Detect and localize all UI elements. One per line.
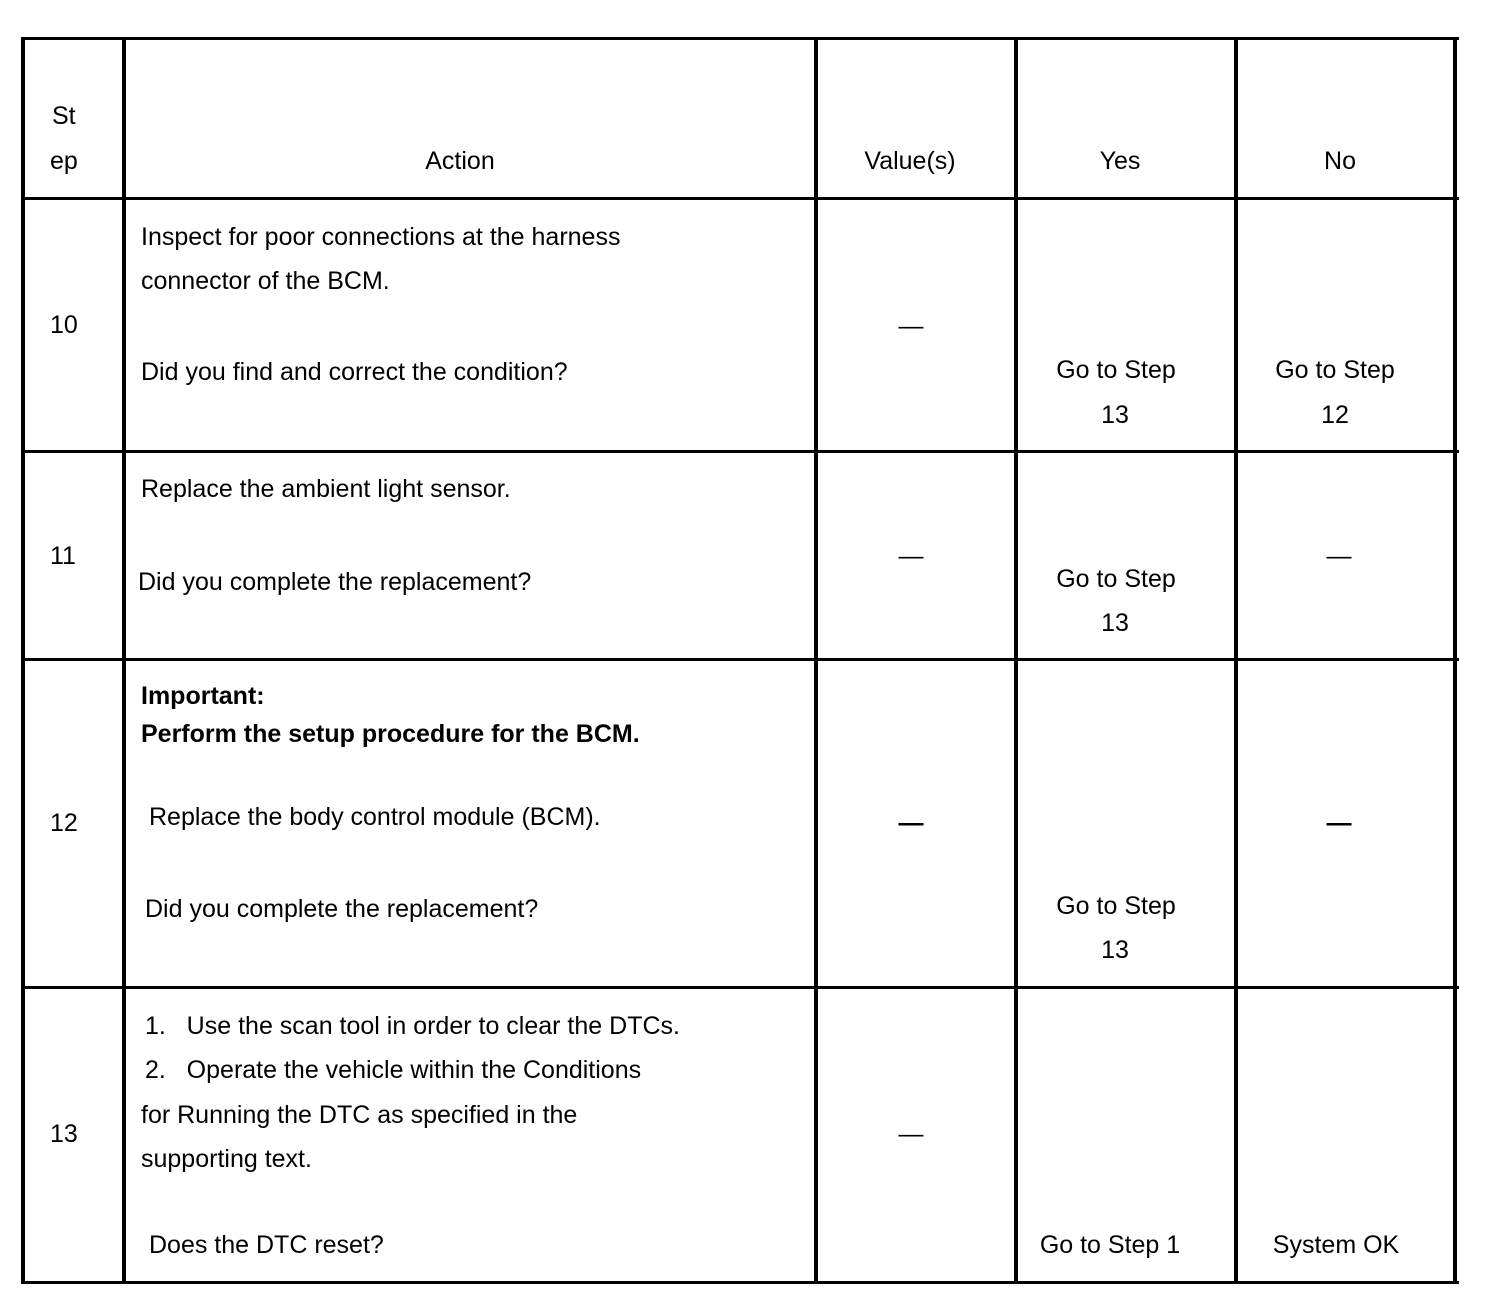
- table-border-left: [21, 37, 25, 1284]
- action-text: Replace the body control module (BCM).: [149, 803, 601, 831]
- yes-cell: 13: [1101, 936, 1129, 964]
- action-question: Did you complete the replacement?: [145, 895, 539, 923]
- important-text: Perform the setup procedure for the BCM.: [141, 720, 640, 748]
- action-text: Inspect for poor connections at the harness: [141, 223, 621, 251]
- yes-cell: Go to Step 1: [1039, 1231, 1181, 1259]
- header-step-line2: ep: [50, 147, 78, 175]
- important-label: Important:: [141, 682, 265, 710]
- header-values: Value(s): [864, 147, 956, 175]
- value-cell: —: [898, 542, 924, 570]
- value-cell: —: [898, 312, 924, 340]
- value-cell: —: [898, 809, 924, 837]
- table-border-bottom: [21, 1281, 1459, 1284]
- yes-cell: Go to Step: [1056, 892, 1176, 920]
- table-border-right: [1453, 37, 1457, 1284]
- action-text: Replace the ambient light sensor.: [141, 475, 511, 503]
- no-cell: —: [1326, 542, 1352, 570]
- row-divider: [21, 658, 1459, 661]
- action-text: supporting text.: [141, 1145, 312, 1173]
- yes-cell: 13: [1101, 609, 1129, 637]
- no-cell: Go to Step: [1275, 356, 1395, 384]
- no-cell: System OK: [1272, 1231, 1400, 1259]
- row-divider: [21, 197, 1459, 200]
- header-step-line1: St: [52, 102, 76, 130]
- column-divider: [1234, 37, 1238, 1284]
- column-divider: [122, 37, 126, 1284]
- action-question: Does the DTC reset?: [149, 1231, 384, 1259]
- value-cell: —: [898, 1120, 924, 1148]
- column-divider: [814, 37, 818, 1284]
- action-text: connector of the BCM.: [141, 267, 390, 295]
- table-border-top: [21, 37, 1459, 40]
- step-number: 10: [50, 311, 78, 339]
- header-action: Action: [425, 147, 495, 175]
- row-divider: [21, 986, 1459, 989]
- step-number: 13: [50, 1120, 78, 1148]
- header-yes: Yes: [1099, 147, 1141, 175]
- row-divider: [21, 450, 1459, 453]
- yes-cell: 13: [1101, 401, 1129, 429]
- column-divider: [1014, 37, 1018, 1284]
- action-question: Did you find and correct the condition?: [141, 358, 568, 386]
- no-cell: —: [1326, 809, 1352, 837]
- action-question: Did you complete the replacement?: [138, 568, 532, 596]
- action-text: for Running the DTC as specified in the: [141, 1101, 578, 1129]
- step-number: 11: [50, 542, 76, 570]
- header-no: No: [1324, 147, 1356, 175]
- yes-cell: Go to Step: [1056, 565, 1176, 593]
- yes-cell: Go to Step: [1056, 356, 1176, 384]
- step-number: 12: [50, 809, 78, 837]
- no-cell: 12: [1321, 401, 1349, 429]
- action-list-item: 2. Operate the vehicle within the Conditions: [145, 1056, 642, 1084]
- action-list-item: 1. Use the scan tool in order to clear the DTCs.: [145, 1012, 680, 1040]
